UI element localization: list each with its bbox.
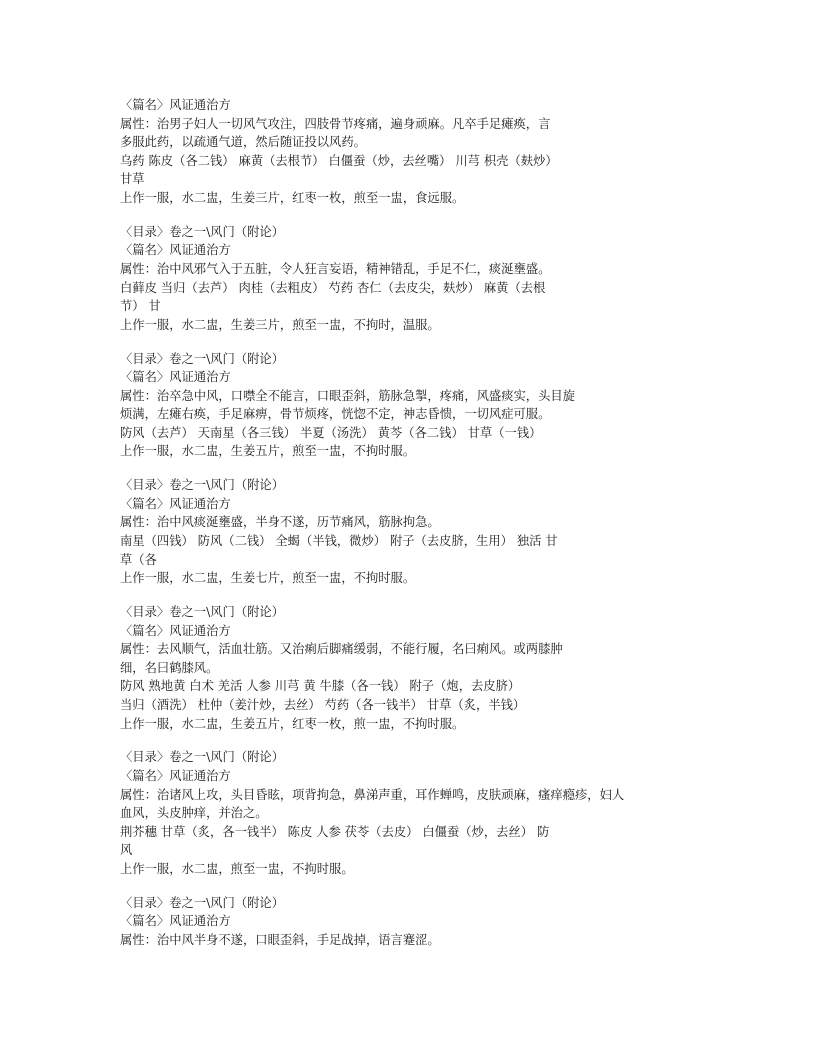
text-line: 乌药 陈皮（各二钱） 麻黄（去根节） 白僵蚕（炒，去丝嘴） 川芎 枳壳（麸炒） [120,153,558,168]
text-line: 属性：治诸风上攻，头目昏眩，项背拘急，鼻涕声重，耳作蝉鸣，皮肤顽麻，瘙痒瘾疹，妇人 [120,787,625,802]
text-line: 属性：治卒急中风，口噤全不能言，口眼歪斜，筋脉急掣，疼痛，风盛痰实，头目旋 [120,388,575,403]
text-line: 当归（酒洗） 杜仲（姜汁炒，去丝） 芍药（各一钱半） 甘草（炙，半钱） [120,697,526,712]
text-line: 上作一服，水二盅，生姜三片，煎至一盅，不拘时，温服。 [120,317,440,332]
paragraph-gap [120,733,710,748]
text-line: 属性：治中风半身不遂，口眼歪斜，手足战掉，语言蹇涩。 [120,932,440,947]
text-line: 属性：治中风痰涎壅盛，半身不遂，历节痛风，筋脉拘急。 [120,515,440,530]
text-line: 〈目录〉卷之一\风门（附论） [120,224,285,239]
text-line: 属性：治男子妇人一切风气攻注，四肢骨节疼痛，遍身顽麻。凡卒手足瘫痪，言 [120,116,551,131]
text-line: 〈目录〉卷之一\风门（附论） [120,478,285,493]
text-line: 南星（四钱） 防风（二钱） 全蝎（半钱，微炒） 附子（去皮脐，生用） 独活 甘 [120,534,558,549]
text-line: 风 [120,843,133,858]
text-line: 烦满，左瘫右痪，手足麻痹，骨节烦疼，恍惚不定，神志昏愦，一切风症可服。 [120,407,551,422]
text-line: 〈篇名〉风证通治方 [120,768,231,783]
text-line: 〈篇名〉风证通治方 [120,623,231,638]
text-line: 节） 甘 [120,299,161,314]
text-line: 甘草 [120,172,145,187]
text-line: 〈目录〉卷之一\风门（附论） [120,895,285,910]
text-line: 属性：去风顺气，活血壮筋。又治痢后脚痛缓弱，不能行履，名曰痢风。或两膝肿 [120,642,563,657]
text-line: 〈篇名〉风证通治方 [120,370,231,385]
text-line: 〈篇名〉风证通治方 [120,98,231,112]
paragraph-gap [120,588,710,603]
text-line: 细，名曰鹤膝风。 [120,660,219,675]
text-line: 上作一服，水二盅，生姜七片，煎至一盅，不拘时服。 [120,571,416,586]
text-line: 草（各 [120,552,157,567]
paragraph-gap [120,208,710,223]
text-line: 多服此药，以疏通气道，然后随证投以风药。 [120,135,366,150]
text-line: 血风，头皮肿痒，并治之。 [120,806,268,821]
text-line: 白藓皮 当归（去芦） 肉桂（去粗皮） 芍药 杏仁（去皮尖，麸炒） 麻黄（去根 [120,280,546,295]
text-line: 〈目录〉卷之一\风门（附论） [120,750,285,765]
text-line: 属性：治中风邪气入于五脏，令人狂言妄语，精神错乱，手足不仁，痰涎壅盛。 [120,261,551,276]
text-line: 上作一服，水二盅，生姜三片，红枣一枚，煎至一盅，食远服。 [120,190,465,205]
text-line: 荆芥穗 甘草（炙，各一钱半） 陈皮 人参 茯苓（去皮） 白僵蚕（炒，去丝） 防 [120,824,550,839]
text-line: 〈篇名〉风证通治方 [120,243,231,258]
text-line: 〈篇名〉风证通治方 [120,914,231,929]
text-line: 〈目录〉卷之一\风门（附论） [120,605,285,619]
paragraph-gap [120,334,710,349]
text-line: 防风（去芦） 天南星（各三钱） 半夏（汤洗） 黄芩（各二钱） 甘草（一钱） [120,425,542,440]
text-line: 〈篇名〉风证通治方 [120,496,231,511]
text-line: 防风 熟地黄 白术 羌活 人参 川芎 黄 牛膝（各一钱） 附子（炮，去皮脐） [120,679,521,694]
text-line: 上作一服，水二盅，煎至一盅，不拘时服。 [120,861,354,876]
text-line: 上作一服，水二盅，生姜五片，煎至一盅，不拘时服。 [120,444,416,459]
text-line: 〈目录〉卷之一\风门（附论） [120,351,285,366]
document-page [120,96,710,949]
paragraph-gap [120,461,710,476]
text-line: 上作一服，水二盅，生姜五片，红枣一枚，煎一盅，不拘时服。 [120,716,465,731]
paragraph-gap [120,879,710,894]
